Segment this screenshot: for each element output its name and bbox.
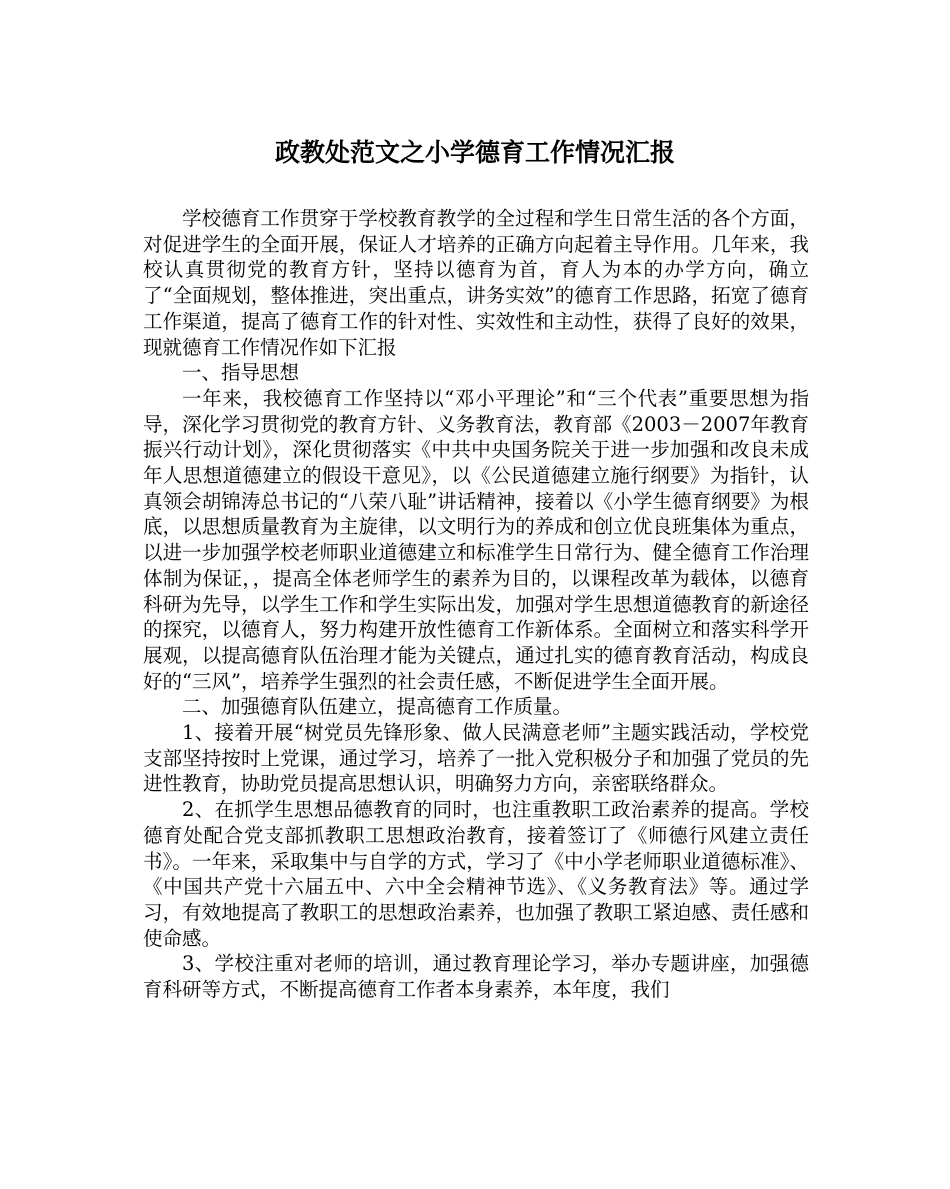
body-paragraph: 1、接着开展“树党员先锋形象、做人民满意老师”主题实践活动，学校党支部坚持按时上党课，通过学习，培养了一批入党积极分子和加强了党员的先进性教育，协助党员提高思想认识，明确努力方向，亲密联络群众。	[143, 721, 809, 796]
body-paragraph: 学校德育工作贯穿于学校教育教学的全过程和学生日常生活的各个方面，对促进学生的全面开展，保证人才培养的正确方向起着主导作用。几年来，我校认真贯彻党的教育方针，坚持以德育为首，育人为本的办学方向，确立了“全面规划，整体推进，突出重点，讲务实效”的德育工作思路，拓宽了德育工作渠道，提高了德育工作的针对性、实效性和主动性，获得了良好的效果，现就德育工作情况作如下汇报	[143, 207, 809, 359]
section-heading: 二、加强德育队伍建立，提高德育工作质量。	[182, 695, 573, 719]
document-body	[143, 206, 809, 1003]
document-title: 政教处范文之小学德育工作情况汇报	[274, 138, 675, 167]
section-heading: 一、指导思想	[182, 361, 300, 385]
body-paragraph: 一年来，我校德育工作坚持以“邓小平理论”和“三个代表”重要思想为指导，深化学习贯彻党的教育方针、义务教育法，教育部《2003－2007年教育振兴行动计划》，深化贯彻落实《中共中央国务院关于进一步加强和改良未成年人思想道德建立的假设干意见》，以《公民道德建立施行纲要》为指针，认真领会胡锦涛总书记的“八荣八耻”讲话精神，接着以《小学生德育纲要》为根底，以思想质量教育为主旋律，以文明行为的养成和创立优良班集体为重点，以进一步加强学校老师职业道德建立和标准学生日常行为、健全德育工作治理体制为保证，，提高全体老师学生的素养为目的，以课程改革为载体，以德育科研为先导，以学生工作和学生实际出发，加强对学生思想道德教育的新途径的探究，以德育人，努力构建开放性德育工作新体系。全面树立和落实科学开展观，以提高德育队伍治理才能为关键点，通过扎实的德育教育活动，构成良好的“三风”，培养学生强烈的社会责任感，不断促进学生全面开展。	[143, 386, 809, 693]
body-paragraph: 3、学校注重对老师的培训，通过教育理论学习，举办专题讲座，加强德育科研等方式，不断提高德育工作者本身素养，本年度，我们	[143, 952, 809, 1002]
body-paragraph: 2、在抓学生思想品德教育的同时，也注重教职工政治素养的提高。学校德育处配合党支部抓教职工思想政治教育，接着签订了《师德行风建立责任书》。一年来，采取集中与自学的方式，学习了《中小学老师职业道德标准》、《中国共产党十六届五中、六中全会精神节选》、《义务教育法》等。通过学习，有效地提高了教职工的思想政治素养，也加强了教职工紧迫感、责任感和使命感。	[143, 798, 809, 950]
